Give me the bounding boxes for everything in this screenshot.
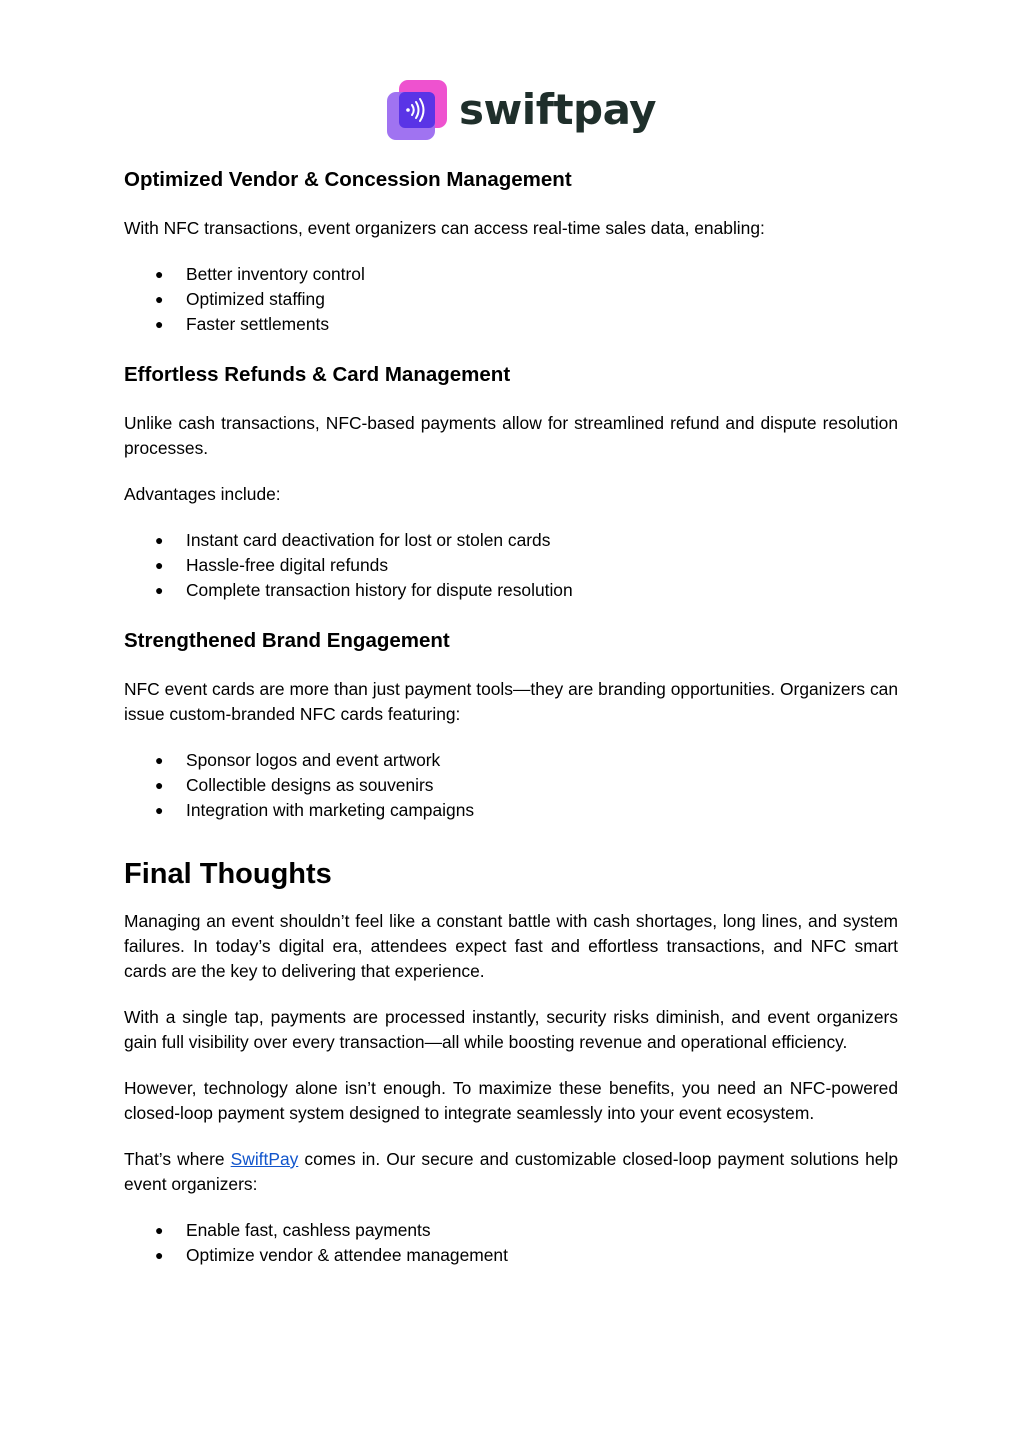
list-item: ● Instant card deactivation for lost or stolen cards <box>124 528 898 553</box>
paragraph: Advantages include: <box>124 484 281 504</box>
bullet-icon: ● <box>155 777 164 793</box>
list-item: ● Collectible designs as souvenirs <box>124 773 898 798</box>
list-item: ● Complete transaction history for dispute resolution <box>124 578 898 603</box>
paragraph: Managing an event shouldn’t feel like a constant battle with cash shortages, long lines, and system failures. In today’s digital era, attendees expect fast and effortless transactions, and NFC smart cards are the key to delivering that experience. <box>124 911 898 981</box>
document-body <box>124 166 898 1268</box>
list-item: ● Faster settlements <box>124 312 898 337</box>
bullet-icon: ● <box>155 291 164 307</box>
bullet-icon: ● <box>155 557 164 573</box>
bullet-icon: ● <box>155 532 164 548</box>
swiftpay-logo <box>387 80 657 144</box>
paragraph: However, technology alone isn’t enough. To maximize these benefits, you need an NFC-powered closed-loop payment system designed to integrate seamlessly into your event ecosystem. <box>124 1078 898 1123</box>
final-thoughts-heading: Final Thoughts <box>124 858 332 890</box>
bullet-list <box>124 528 898 603</box>
section-heading: Optimized Vendor & Concession Management <box>124 168 572 191</box>
paragraph: With a single tap, payments are processed instantly, security risks diminish, and event organizers gain full visibility over every transaction—all while boosting revenue and operational efficiency. <box>124 1007 898 1052</box>
section-heading: Effortless Refunds & Card Management <box>124 363 511 386</box>
bullet-icon: ● <box>155 582 164 598</box>
bullet-icon: ● <box>155 752 164 768</box>
paragraph-with-link: That’s where SwiftPay comes in. Our secure and customizable closed-loop payment solutions help event organizers: <box>124 1149 898 1194</box>
bullet-icon: ● <box>155 266 164 282</box>
bullet-icon: ● <box>155 316 164 332</box>
bullet-icon: ● <box>155 1247 164 1263</box>
list-item: ● Sponsor logos and event artwork <box>124 748 898 773</box>
list-item: ● Integration with marketing campaigns <box>124 798 898 823</box>
section-heading: Strengthened Brand Engagement <box>124 629 450 652</box>
list-item: ● Enable fast, cashless payments <box>124 1218 898 1243</box>
list-item: ● Hassle-free digital refunds <box>124 553 898 578</box>
list-item: ● Better inventory control <box>124 262 898 287</box>
list-item: ● Optimize vendor & attendee management <box>124 1243 898 1268</box>
paragraph: Unlike cash transactions, NFC-based payments allow for streamlined refund and dispute resolution processes. <box>124 413 898 458</box>
swiftpay-link[interactable]: SwiftPay <box>230 1149 299 1169</box>
nfc-tap-icon <box>387 80 449 142</box>
bullet-list <box>124 1218 898 1268</box>
paragraph: With NFC transactions, event organizers can access real-time sales data, enabling: <box>124 218 765 238</box>
list-item: ● Optimized staffing <box>124 287 898 312</box>
bullet-icon: ● <box>155 1222 164 1238</box>
brand-name: swiftpay <box>459 85 657 134</box>
paragraph: NFC event cards are more than just payment tools—they are branding opportunities. Organizers can issue custom-branded NFC cards featuring: <box>124 679 898 724</box>
bullet-icon: ● <box>155 802 164 818</box>
bullet-list <box>124 262 898 337</box>
bullet-list <box>124 748 898 823</box>
